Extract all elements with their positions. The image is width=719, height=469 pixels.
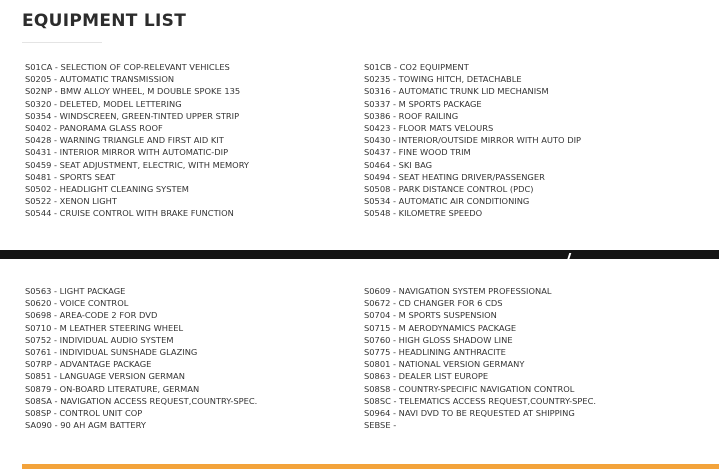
equipment-item: S0522 - XENON LIGHT xyxy=(25,196,117,207)
equipment-list-section2-right xyxy=(364,285,596,431)
equipment-item: S0752 - INDIVIDUAL AUDIO SYSTEM xyxy=(25,334,174,345)
equipment-item: S0423 - FLOOR MATS VELOURS xyxy=(364,122,494,133)
equipment-item: S0337 - M SPORTS PACKAGE xyxy=(364,98,482,109)
equipment-item: S0437 - FINE WOOD TRIM xyxy=(364,147,471,158)
equipment-item: S0851 - LANGUAGE VERSION GERMAN xyxy=(25,371,185,382)
equipment-item: S0710 - M LEATHER STEERING WHEEL xyxy=(25,322,184,333)
equipment-item: S0508 - PARK DISTANCE CONTROL (PDC) xyxy=(364,183,534,194)
equipment-item: S0964 - NAVI DVD TO BE REQUESTED AT SHIPPING xyxy=(364,407,575,418)
equipment-list-section2-left xyxy=(25,285,257,431)
equipment-item: S0879 - ON-BOARD LITERATURE, GERMAN xyxy=(25,383,200,394)
equipment-item: S0428 - WARNING TRIANGLE AND FIRST AID KIT xyxy=(25,135,224,146)
equipment-item: S0548 - KILOMETRE SPEEDO xyxy=(364,208,483,219)
equipment-item: S0459 - SEAT ADJUSTMENT, ELECTRIC, WITH MEMORY xyxy=(25,159,249,170)
equipment-item: S0235 - TOWING HITCH, DETACHABLE xyxy=(364,74,522,85)
equipment-list-section1-right xyxy=(364,61,581,219)
equipment-item: S07RP - ADVANTAGE PACKAGE xyxy=(25,359,152,370)
equipment-item: S0431 - INTERIOR MIRROR WITH AUTOMATIC-DIP xyxy=(25,147,229,158)
equipment-item: S08SP - CONTROL UNIT COP xyxy=(25,407,143,418)
equipment-item: S0620 - VOICE CONTROL xyxy=(25,298,129,309)
equipment-item: S0775 - HEADLINING ANTHRACITE xyxy=(364,346,506,357)
equipment-item: S02NP - BMW ALLOY WHEEL, M DOUBLE SPOKE 135 xyxy=(25,86,241,97)
equipment-item: S01CA - SELECTION OF COP-RELEVANT VEHICLES xyxy=(25,62,230,72)
equipment-item: SA090 - 90 AH AGM BATTERY xyxy=(25,420,146,431)
equipment-item: S0704 - M SPORTS SUSPENSION xyxy=(364,310,497,321)
equipment-item: S01CB - CO2 EQUIPMENT xyxy=(364,62,469,72)
equipment-item: S0386 - ROOF RAILING xyxy=(364,110,459,121)
equipment-item: S0320 - DELETED, MODEL LETTERING xyxy=(25,98,182,109)
equipment-item: S0544 - CRUISE CONTROL WITH BRAKE FUNCTION xyxy=(25,208,234,219)
equipment-item: S0205 - AUTOMATIC TRANSMISSION xyxy=(25,74,175,85)
equipment-item: S0494 - SEAT HEATING DRIVER/PASSENGER xyxy=(364,171,545,182)
equipment-item: S0760 - HIGH GLOSS SHADOW LINE xyxy=(364,334,513,345)
equipment-item: S08SA - NAVIGATION ACCESS REQUEST,COUNTRY-SPEC. xyxy=(25,395,258,406)
equipment-item: S08SC - TELEMATICS ACCESS REQUEST,COUNTRY-SPEC. xyxy=(364,395,597,406)
equipment-item: S0801 - NATIONAL VERSION GERMANY xyxy=(364,359,525,370)
equipment-item: S0354 - WINDSCREEN, GREEN-TINTED UPPER STRIP xyxy=(25,110,240,121)
equipment-item: S08S8 - COUNTRY-SPECIFIC NAVIGATION CONTROL xyxy=(364,383,575,394)
equipment-item: S0464 - SKI BAG xyxy=(364,159,433,170)
equipment-item: S0863 - DEALER LIST EUROPE xyxy=(364,371,489,382)
equipment-item: SEBSE - xyxy=(364,420,397,431)
section-divider xyxy=(0,250,719,259)
equipment-item: S0502 - HEADLIGHT CLEANING SYSTEM xyxy=(25,183,189,194)
equipment-list-section1-left xyxy=(25,61,249,219)
page-title: EQUIPMENT LIST xyxy=(22,11,187,31)
equipment-item: S0563 - LIGHT PACKAGE xyxy=(25,286,126,296)
equipment-item: S0481 - SPORTS SEAT xyxy=(25,171,116,182)
title-underline xyxy=(22,42,102,43)
equipment-item: S0715 - M AERODYNAMICS PACKAGE xyxy=(364,322,517,333)
footer-accent-bar xyxy=(22,464,719,469)
equipment-item: S0430 - INTERIOR/OUTSIDE MIRROR WITH AUTO DIP xyxy=(364,135,582,146)
equipment-item: S0316 - AUTOMATIC TRUNK LID MECHANISM xyxy=(364,86,549,97)
equipment-item: S0402 - PANORAMA GLASS ROOF xyxy=(25,122,163,133)
equipment-item: S0609 - NAVIGATION SYSTEM PROFESSIONAL xyxy=(364,286,552,296)
equipment-item: S0761 - INDIVIDUAL SUNSHADE GLAZING xyxy=(25,346,198,357)
equipment-item: S0672 - CD CHANGER FOR 6 CDS xyxy=(364,298,503,309)
equipment-item: S0534 - AUTOMATIC AIR CONDITIONING xyxy=(364,196,530,207)
equipment-item: S0698 - AREA-CODE 2 FOR DVD xyxy=(25,310,158,321)
